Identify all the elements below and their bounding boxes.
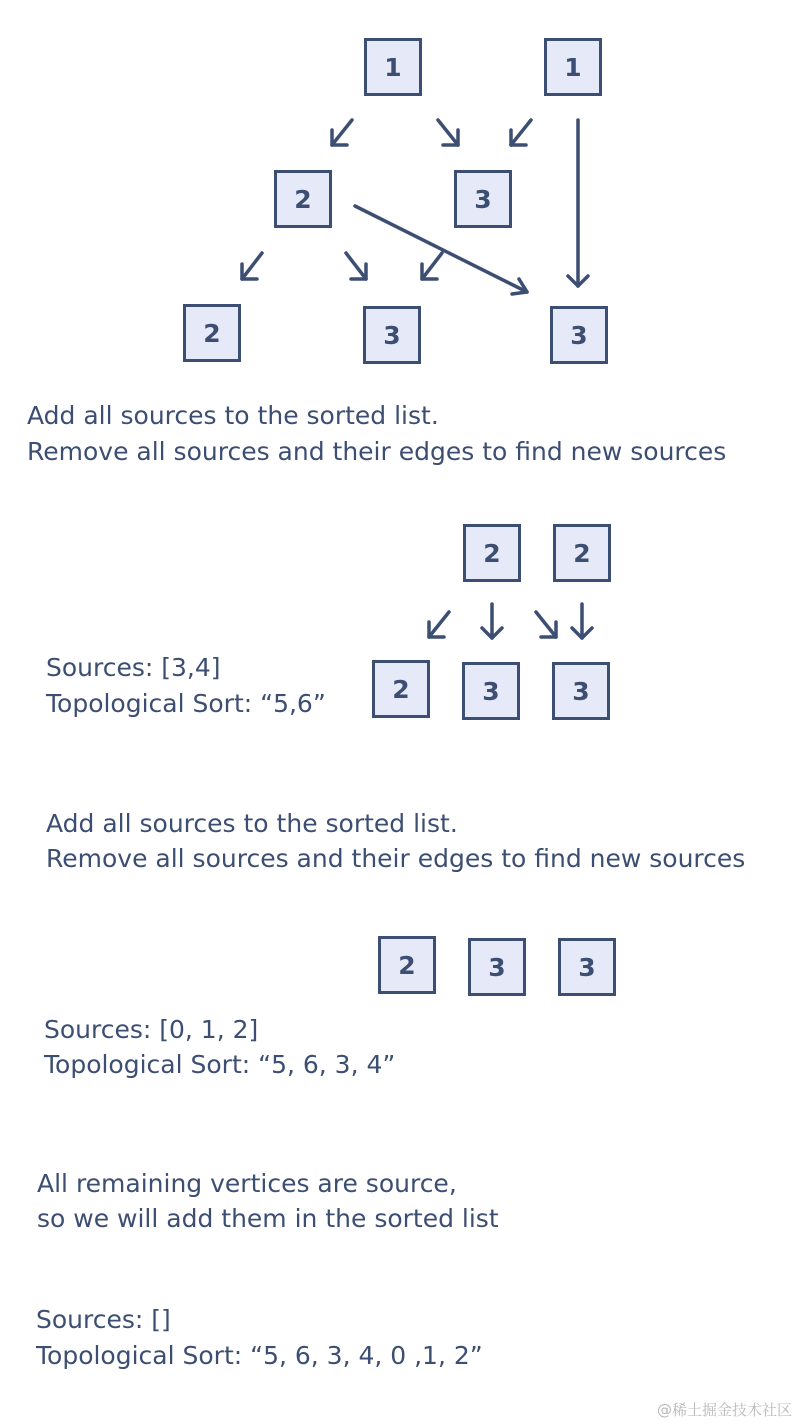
topological-sort-label: Topological Sort: “5, 6, 3, 4, 0 ,1, 2” [36,1341,483,1370]
arrow-down-right-icon [438,120,458,145]
topological-sort-label: Topological Sort: “5, 6, 3, 4” [44,1050,396,1079]
sources-label: Sources: [3,4] [46,653,221,682]
arrow-down-left-icon [332,120,352,145]
topological-sort-label: Topological Sort: “5,6” [46,689,326,718]
caption-line: Remove all sources and their edges to find new sources [46,844,746,873]
graph-node: 3 [454,170,512,228]
arrow-down-left-icon [242,253,262,279]
arrow-down-right-icon [536,612,556,637]
graph-node: 2 [463,524,521,582]
graph-node: 2 [372,660,430,718]
arrow-down-right-icon [346,253,366,279]
graph-node: 2 [378,936,436,994]
graph-node: 3 [558,938,616,996]
graph-node: 1 [364,38,422,96]
arrow-down-icon [568,120,588,286]
caption-line: so we will add them in the sorted list [37,1204,499,1233]
sources-label: Sources: [0, 1, 2] [44,1015,259,1044]
arrow-down-icon [572,604,592,638]
caption-line: Add all sources to the sorted list. [27,401,439,430]
watermark: @稀土掘金技术社区 [656,1401,792,1419]
graph-node: 2 [274,170,332,228]
graph-node: 3 [550,306,608,364]
graph-node: 1 [544,38,602,96]
caption-line: All remaining vertices are source, [37,1169,457,1198]
graph-node: 3 [552,662,610,720]
caption-line: Remove all sources and their edges to find new sources [27,437,727,466]
graph-node: 3 [462,662,520,720]
graph-node: 2 [553,524,611,582]
arrow-down-left-icon [422,253,442,279]
arrow-down-icon [482,604,502,638]
caption-line: Add all sources to the sorted list. [46,809,458,838]
sources-label: Sources: [] [36,1305,171,1334]
graph-node: 3 [468,938,526,996]
arrow-down-left-icon [511,120,531,145]
arrow-down-left-icon [429,612,449,637]
graph-node: 2 [183,304,241,362]
graph-node: 3 [363,306,421,364]
